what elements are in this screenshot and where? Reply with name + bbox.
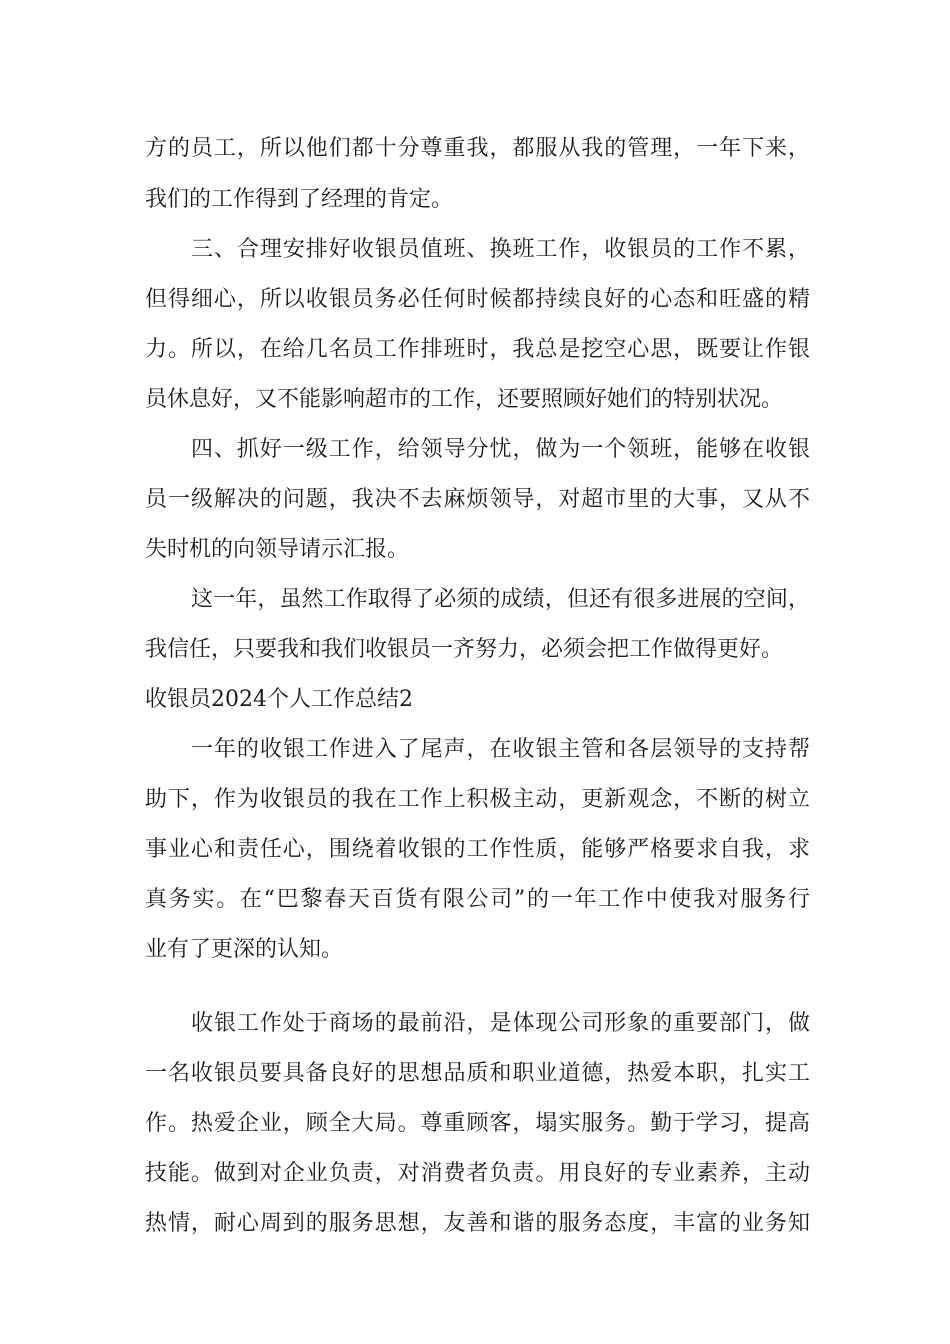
- paragraph-line: 力。所以，在给几名员工作排班时，我总是挖空心思，既要让作银: [145, 337, 810, 362]
- paragraph-line: 四、抓好一级工作，给领导分忧，做为一个领班，能够在收银: [191, 437, 810, 462]
- paragraph-line: 作。热爱企业，顾全大局。尊重顾客，塌实服务。勤于学习，提高: [145, 1111, 810, 1136]
- paragraph-line: 方的员工，所以他们都十分尊重我，都服从我的管理，一年下来，: [145, 136, 810, 161]
- paragraph-line: 员一级解决的问题，我决不去麻烦领导，对超市里的大事，又从不: [145, 487, 810, 512]
- paragraph-line: 员休息好，又不能影响超市的工作，还要照顾好她们的特别状况。: [145, 387, 784, 412]
- paragraph-line: 但得细心，所以收银员务必任何时候都持续良好的心态和旺盛的精: [145, 287, 810, 312]
- paragraph-line: 真务实。在“巴黎春天百货有限公司”的一年工作中使我对服务行: [145, 887, 810, 912]
- paragraph-line: 热情，耐心周到的服务思想，友善和谐的服务态度，丰富的业务知: [145, 1211, 810, 1236]
- paragraph-line: 这一年，虽然工作取得了必须的成绩，但还有很多进展的空间，: [191, 587, 810, 612]
- paragraph-line: 一名收银员要具备良好的思想品质和职业道德，热爱本职，扎实工: [145, 1061, 810, 1086]
- paragraph-line: 收银工作处于商场的最前沿，是体现公司形象的重要部门，做: [191, 1011, 810, 1036]
- paragraph-line: 一年的收银工作进入了尾声，在收银主管和各层领导的支持帮: [191, 737, 810, 762]
- paragraph-line: 我信任，只要我和我们收银员一齐努力，必须会把工作做得更好。: [145, 637, 784, 662]
- paragraph-line: 我们的工作得到了经理的肯定。: [145, 187, 454, 212]
- section-heading: 收银员2024个人工作总结2: [145, 687, 413, 712]
- paragraph-line: 技能。做到对企业负责，对消费者负责。用良好的专业素养，主动: [145, 1161, 810, 1186]
- paragraph-line: 事业心和责任心，围绕着收银的工作性质，能够严格要求自我，求: [145, 837, 810, 862]
- paragraph-line: 助下，作为收银员的我在工作上积极主动，更新观念，不断的树立: [145, 787, 810, 812]
- paragraph-line: 业有了更深的认知。: [145, 937, 344, 962]
- paragraph-line: 失时机的向领导请示汇报。: [145, 537, 410, 562]
- paragraph-line: 三、合理安排好收银员值班、换班工作，收银员的工作不累，: [191, 237, 810, 262]
